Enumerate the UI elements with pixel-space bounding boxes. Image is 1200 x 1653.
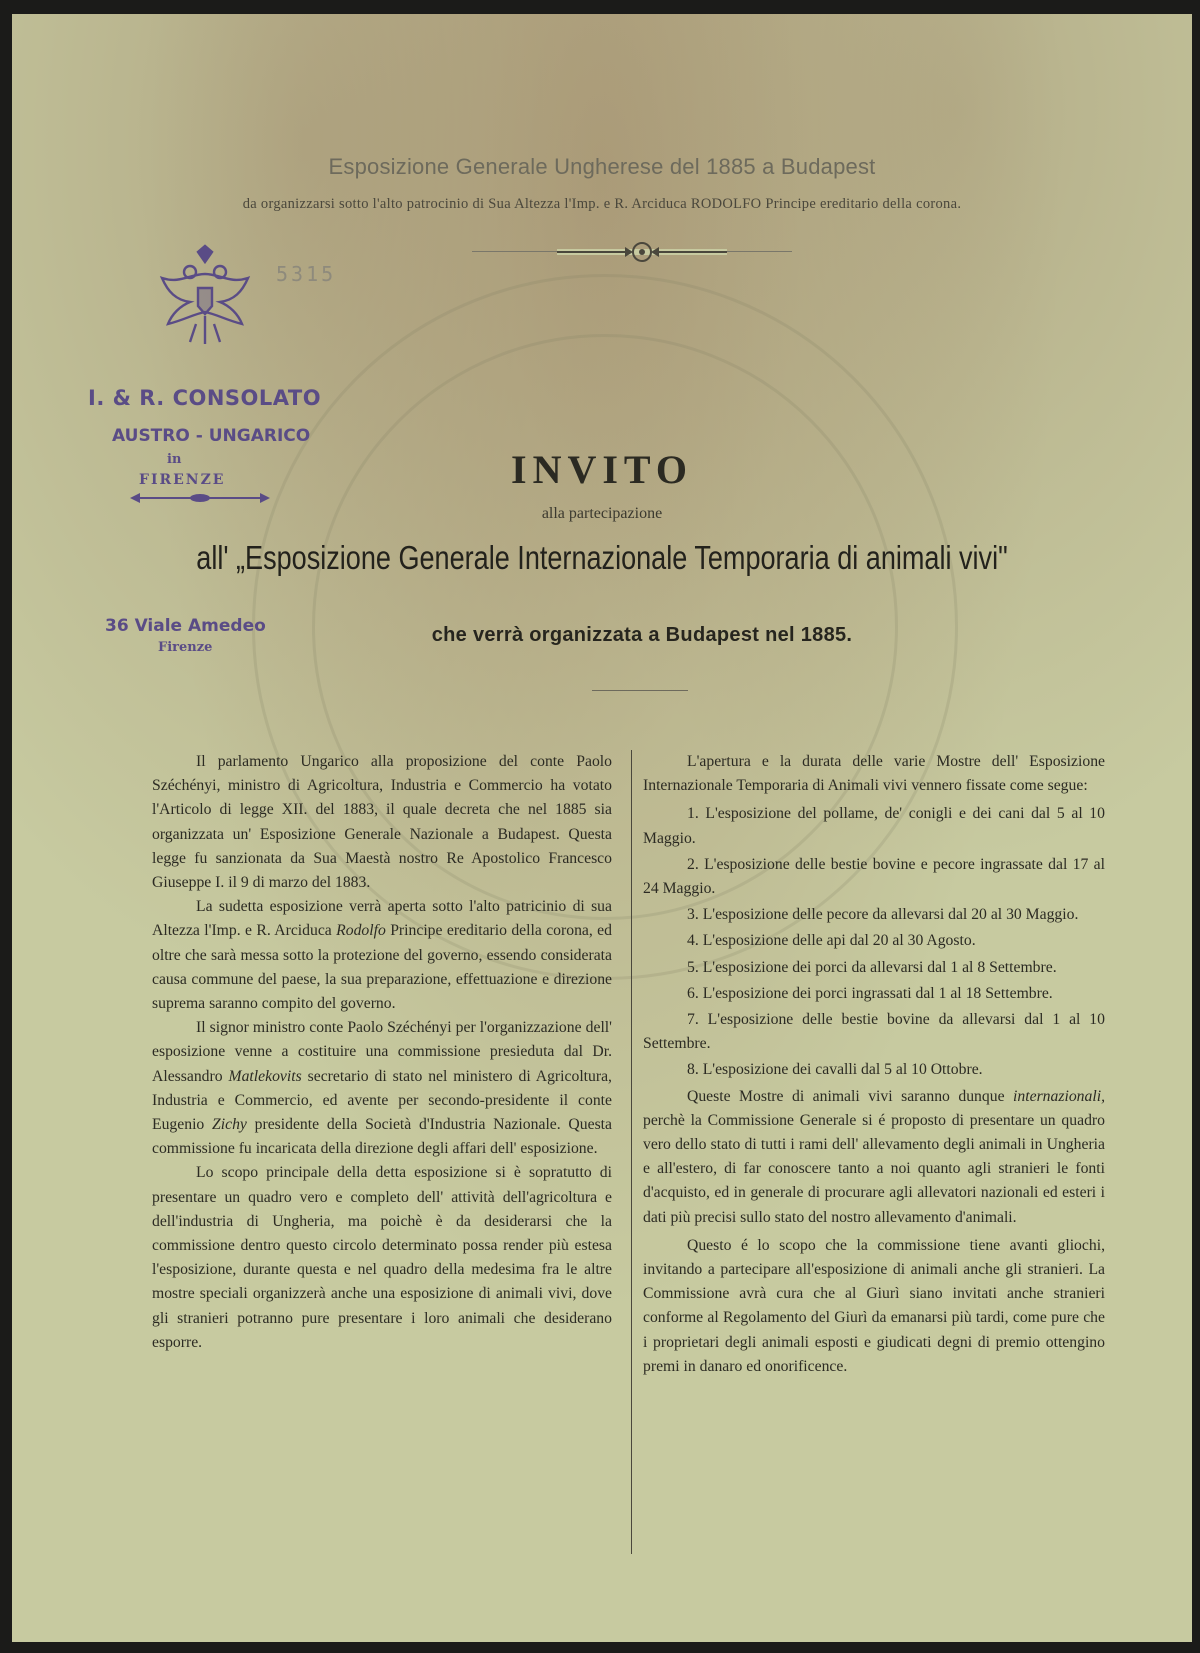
left-paragraph-2 xyxy=(152,895,612,1016)
registry-number: 5315 xyxy=(276,262,337,286)
text-span: secretario di stato nel ministero di Agricoltura, Industria e Commercio, ed avente per secondo-presidente il conte Eugenio xyxy=(152,1067,612,1134)
right-column xyxy=(643,750,1105,1379)
header-subtitle: da organizzarsi sotto l'alto patrocinio di Sua Altezza l'Imp. e R. Arciduca RODOLFO Principe ereditario della corona. xyxy=(242,196,962,212)
address-stamp-line1: 36 Viale Amedeo xyxy=(105,616,266,636)
name-matlekovits: Matlekovits xyxy=(228,1067,302,1085)
invitation-heading: INVITO xyxy=(511,447,693,492)
schedule-item: 6. L'esposizione dei porci ingrassati dal 1 al 18 Settembre. xyxy=(687,984,1053,1002)
text-span: perchè la Commissione Generale si é proposto di presentare un quadro vero dello stato di tutti i rami dell' allevamento degli animali in Ungheria e all'estero, di far conoscere tanto a noi quanto agli stranieri le fonti d'acquisto, ed in generale di procurare agli allevatori nazionali ed esteri i dati più precisi sullo stato del nostro allevamento d'animali. xyxy=(643,1111,1105,1226)
document-page xyxy=(12,14,1192,1642)
schedule-item: 5. L'esposizione dei porci da allevarsi dal 1 al 8 Settembre. xyxy=(687,958,1057,976)
column-divider xyxy=(631,750,632,1554)
schedule-item: 4. L'esposizione delle api dal 20 al 30 Agosto. xyxy=(687,932,976,950)
double-headed-eagle-icon xyxy=(150,244,260,354)
address-stamp-line2: Firenze xyxy=(158,640,213,655)
schedule-item: 8. L'esposizione dei cavalli dal 5 al 10 Ottobre. xyxy=(687,1061,983,1079)
schedule-item: 2. L'esposizione delle bestie bovine e pecore ingrassate dal 17 al 24 Maggio. xyxy=(643,855,1105,898)
left-paragraph-4: Lo scopo principale della detta esposizione si è sopratutto di presentare un quadro vero e completo dell' attività dell'agricoltura e dell'industria di Ungheria, ma poichè è da desiderarsi che la commissione dentro questo circolo determinato possa render più estesa l'esposizione, durante questa e nel quadro della medesima fra le altre mostre speciali organizzerà anche una esposizione di animali vivi, dove gli stranieri potranno pure presentare i loro animali che desiderano esporre. xyxy=(152,1164,612,1351)
left-column xyxy=(152,750,612,1355)
exhibition-location: che verrà organizzata a Budapest nel 1885. xyxy=(431,624,853,646)
right-paragraph-3: Questo é lo scopo che la commissione tiene avanti gliochi, invitando a partecipare all'esposizione di animali anche gli stranieri. La Commissione avrà cura che al Giurì siano invitati anche stranieri conforme al Regolamento del Giurì da emanarsi più tardi, come pure che i proprietari degli animali esposti e giudicati degni di premio ottengino premi in danaro ed onorificence. xyxy=(643,1236,1105,1375)
consulate-stamp-line3: in xyxy=(167,452,182,467)
invitation-subheading: alla partecipazione xyxy=(541,505,663,522)
header-ornament-icon xyxy=(557,241,727,263)
consulate-stamp-line2: AUSTRO - UNGARICO xyxy=(112,426,311,446)
left-paragraph-3 xyxy=(152,1016,612,1161)
right-paragraph-2 xyxy=(643,1085,1105,1230)
title-rule xyxy=(592,690,688,691)
text-span: Il signor ministro conte Paolo Széchényi per l'organizzazione dell' esposizione venne a costituire una commissione presieduta dal Dr. Alessandro xyxy=(152,1019,612,1085)
header-title: Esposizione Generale Ungherese del 1885 a Budapest xyxy=(328,154,876,179)
text-span: Principe ereditario della corona, ed oltre che sarà messa sotto la protezione del governo, essendo considerata causa commune del paese, la sua preparazione, effettuazione e direzione suprema saranno compito del governo. xyxy=(152,922,612,1013)
text-span: Queste Mostre di animali vivi saranno dunque xyxy=(687,1087,1014,1105)
text-span: presidente della Società d'Industria Nazionale. Questa commissione fu incaricata della direzione degli affari dell' esposizione. xyxy=(152,1116,612,1158)
stamp-arrow-icon xyxy=(130,491,270,505)
name-rodolfo: Rodolfo xyxy=(336,922,386,940)
right-intro: L'apertura e la durata delle varie Mostre dell' Esposizione Internazionale Temporaria di Animali vivi vennero fissate come segue: xyxy=(643,753,1105,795)
schedule-item: 1. L'esposizione del pollame, de' conigli e dei cani dal 5 al 10 Maggio. xyxy=(643,805,1105,847)
consulate-stamp-line4: FIRENZE xyxy=(139,472,226,488)
consulate-stamp-line1: I. & R. CONSOLATO xyxy=(88,386,322,410)
schedule-item: 3. L'esposizione delle pecore da allevarsi dal 20 al 30 Maggio. xyxy=(687,906,1079,924)
exhibition-title: all' „Esposizione Generale Internazionale Temporaria di animali vivi" xyxy=(196,539,1008,576)
schedule-item: 7. L'esposizione delle bestie bovine da allevarsi dal 1 al 10 Settembre. xyxy=(643,1011,1105,1053)
text-span: La sudetta esposizione verrà aperta sotto l'alto patricinio di sua Altezza l'Imp. e R. Arciduca xyxy=(152,898,612,940)
left-paragraph-1: Il parlamento Ungarico alla proposizione del conte Paolo Széchényi, ministro di Agricoltura, Industria e Commercio ha votato l'Articolo di legge XII. del 1883, il quale decreta che nel 1885 sia organizzata un' Esposizione Generale Nazionale a Budapest. Questa legge fu sanzionata da Sua Maestà nostro Re Apostolico Francesco Giuseppe I. il 9 di marzo del 1883. xyxy=(152,753,612,892)
name-zichy: Zichy xyxy=(212,1116,247,1134)
emphasis-internazionali: internazionali, xyxy=(1013,1087,1105,1105)
